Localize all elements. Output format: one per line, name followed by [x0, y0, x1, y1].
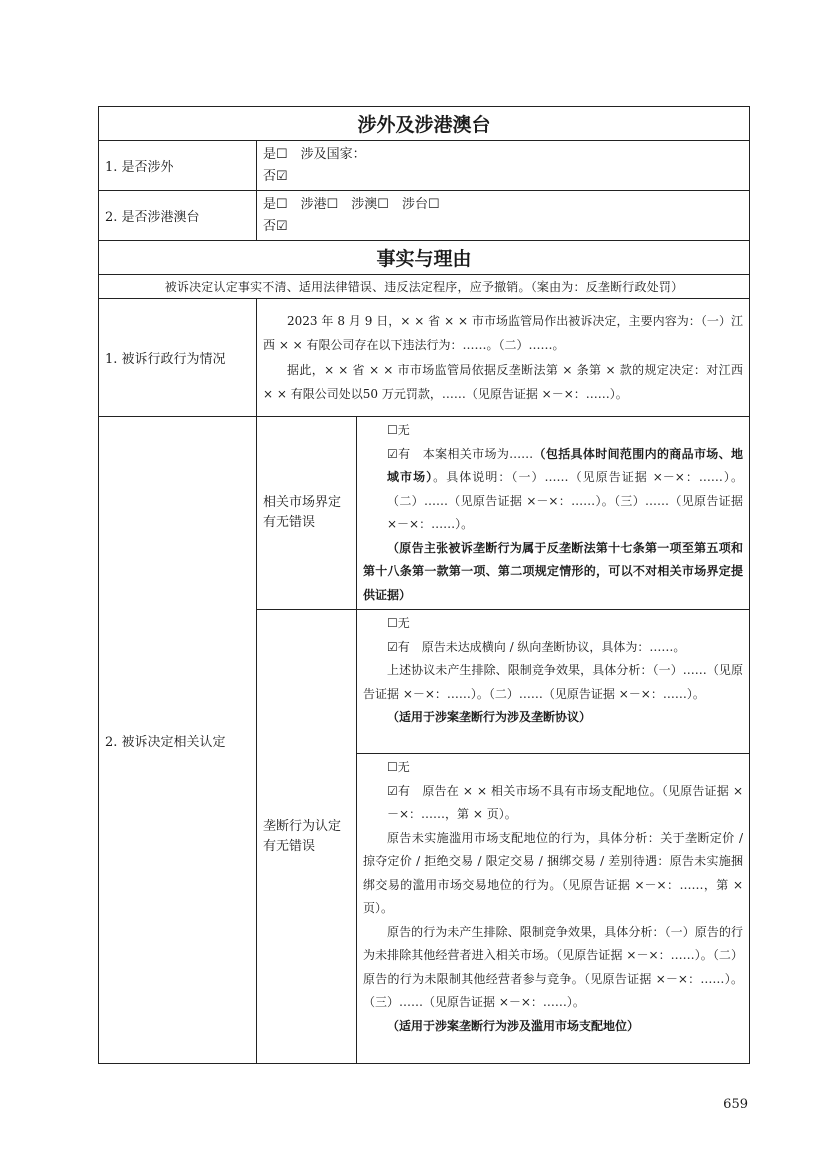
market-note: （原告主张被诉垄断行为属于反垄断法第十七条第一项至第五项和第十八条第一款第一项、第二项规定情形的，可以不对相关市场界定提供证据） [363, 540, 743, 602]
foreign-no-option[interactable]: 否☑ [263, 168, 288, 184]
complaint-form-table [98, 106, 750, 1064]
agreement-detail: 上述协议未产生排除、限制竞争效果，具体分析：（一）……（见原告证据 ×－×：……）。（二）……（见原告证据 ×－×：……）。 [363, 663, 743, 701]
dominance-effect-analysis: 原告的行为未产生排除、限制竞争效果，具体分析：（一）原告的行为未排除其他经营者进入相关市场。（见原告证据 ×－×：……）。（二）原告的行为未限制其他经营者参与竞争。（见原告证据 ×－×：……）。（三）……（见原告证据 ×－×：……）。 [363, 924, 743, 1009]
dominance-abuse-analysis: 原告未实施滥用市场支配地位的行为，具体分析：关于垄断定价 / 掠夺定价 / 拒绝交易 / 限定交易 / 捆绑交易 / 差别待遇：原告未实施捆绑交易的滥用市场交易地位的行为。（见原告证据 ×－×：……，第 × 页）。 [363, 830, 743, 915]
foreign-question-label: 1. 是否涉外 [99, 141, 257, 191]
dominance-content [357, 754, 750, 1064]
monopoly-conduct-label: 垄断行为认定有无错误 [257, 610, 357, 1064]
agreement-note: （适用于涉案垄断行为涉及垄断协议） [387, 710, 592, 724]
dominance-note: （适用于涉案垄断行为涉及滥用市场支配地位） [387, 1018, 640, 1033]
market-has-option[interactable]: ☑有 本案相关市场为……（包括具体时间范围内的商品市场、地域市场）。具体说明：（一）……（见原告证据 ×－×：……）。（二）……（见原告证据 ×－×：……）。（三）……（见原告证据 ×－×：……）。 [387, 446, 743, 531]
admin-action-paragraph-1: 2023 年 8 月 9 日，× × 省 × × 市市场监管局作出被诉决定，主要内容为：（一）江西 × × 有限公司存在以下违法行为：……。（二）……。 [263, 313, 743, 352]
foreign-yes-option[interactable]: 是☐ 涉及国家： [263, 146, 366, 162]
foreign-options [257, 141, 750, 191]
agreement-none-option[interactable]: ☐无 [387, 616, 410, 630]
dominance-none-option[interactable]: ☐无 [387, 760, 410, 774]
revocation-notice: 被诉决定认定事实不清、适用法律错误、违反法定程序，应予撤销。（案由为：反垄断行政处罚） [99, 275, 750, 299]
agreement-has-option[interactable]: ☑有 原告未达成横向 / 纵向垄断协议，具体为：……。 [387, 639, 686, 654]
market-definition-label: 相关市场界定有无错误 [257, 417, 357, 610]
admin-action-paragraph-2: 据此，× × 省 × × 市市场监管局依据反垄断法第 × 条第 × 款的规定决定：对江西 × × 有限公司处以50 万元罚款，……（见原告证据 ×－×：……）。 [263, 362, 743, 401]
page-number: 659 [723, 1097, 748, 1112]
market-definition-content [357, 417, 750, 610]
market-none-option[interactable]: ☐无 [387, 423, 410, 437]
hmt-question-label: 2. 是否涉港澳台 [99, 191, 257, 241]
section-title-facts: 事实与理由 [99, 241, 750, 275]
hmt-no-option[interactable]: 否☑ [263, 218, 288, 234]
decision-findings-label: 2. 被诉决定相关认定 [99, 417, 257, 1064]
section-title-foreign: 涉外及涉港澳台 [99, 107, 750, 141]
dominance-has-option[interactable]: ☑有 原告在 × × 相关市场不具有市场支配地位。（见原告证据 ×－×：……，第 × 页）。 [387, 783, 743, 821]
admin-action-content [257, 299, 750, 417]
agreement-content [357, 610, 750, 754]
hmt-options [257, 191, 750, 241]
hmt-yes-option[interactable]: 是☐ 涉港☐ 涉澳☐ 涉台☐ [263, 196, 440, 212]
admin-action-label: 1. 被诉行政行为情况 [99, 299, 257, 417]
